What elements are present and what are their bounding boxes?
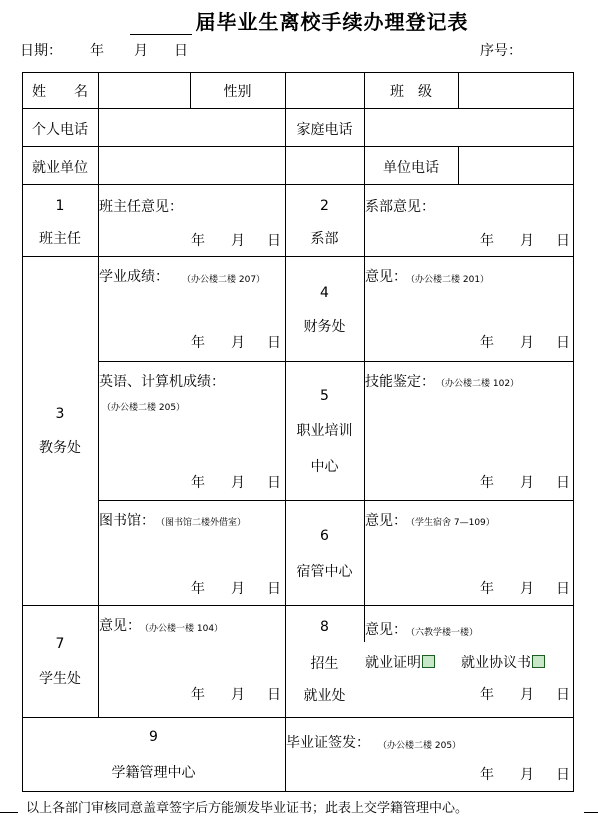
section-7-name: 学生处 (39, 671, 81, 687)
section-6-number: 6 (320, 528, 329, 544)
section-3-name: 教务处 (39, 440, 81, 456)
date-day-label: 日 (174, 43, 188, 59)
section-8-number: 8 (320, 619, 329, 635)
section-8-name-line-1: 招生 (310, 656, 339, 672)
section-4-location: （办公楼二楼 201） (406, 275, 490, 285)
section-2-name: 系部 (310, 231, 339, 247)
employer-phone-label: 单位电话 (383, 160, 439, 176)
employment-agreement-label: 就业协议书 (461, 655, 531, 671)
home-phone-field[interactable] (368, 114, 568, 142)
footer-right-rule (584, 812, 598, 813)
form-title-text: 届毕业生离校手续办理登记表 (195, 10, 469, 34)
section-9-name: 学籍管理中心 (111, 765, 196, 781)
employer-label: 就业单位 (32, 160, 88, 176)
employer-phone-field[interactable] (462, 152, 570, 180)
section-5-name-line-1: 职业培训 (296, 423, 353, 439)
personal-phone-field[interactable] (102, 114, 282, 142)
employment-proof-label: 就业证明 (365, 655, 421, 671)
section-5-number: 5 (320, 388, 329, 404)
year-blank[interactable] (130, 16, 192, 35)
employment-proof-checkbox[interactable] (422, 655, 435, 668)
diploma-issue-label: 毕业证签发： (286, 735, 370, 751)
section-9-location: （办公楼二楼 205） (378, 741, 462, 751)
employer-field[interactable] (102, 152, 360, 180)
grades-location: （办公楼二楼 207） (182, 275, 266, 285)
serial-label: 序号： (480, 43, 522, 59)
section-7-number: 7 (55, 636, 65, 652)
section-2-number: 2 (320, 198, 329, 214)
date-label: 日期： (20, 43, 62, 59)
skill-assessment-label: 技能鉴定： (365, 374, 435, 390)
english-computer-label: 英语、计算机成绩： (99, 374, 225, 390)
form-title (0, 6, 598, 35)
date-month-label: 月 (134, 43, 148, 59)
section-2-opinion-label: 系部意见： (365, 199, 435, 215)
employment-agreement-checkbox[interactable] (532, 655, 545, 668)
section-1-name: 班主任 (39, 231, 81, 247)
name-label: 姓 名 (32, 84, 88, 100)
employment-proof-item (365, 652, 435, 672)
section-6-location: （学生宿舍 7—109） (406, 518, 495, 528)
gender-field[interactable] (289, 78, 361, 104)
section-5-location: （办公楼二楼 102） (436, 379, 520, 389)
date-year-label: 年 (90, 43, 104, 59)
section-3-number: 3 (55, 406, 65, 422)
section-1-number: 1 (55, 198, 65, 214)
employment-agreement-item (461, 652, 545, 672)
section-4-name: 财务处 (303, 319, 346, 335)
class-field[interactable] (462, 78, 570, 104)
class-label: 班 级 (390, 84, 432, 100)
section-4-number: 4 (320, 285, 329, 301)
section-6-name: 宿管中心 (296, 564, 353, 580)
section-6-opinion-label: 意见： (365, 513, 407, 529)
section-7-location: （办公楼一楼 104） (140, 624, 224, 634)
section-8-name-line-2: 就业处 (303, 688, 346, 704)
section-8-opinion-label: 意见： (365, 622, 407, 638)
gender-label: 性别 (223, 84, 252, 100)
personal-phone-label: 个人电话 (32, 122, 88, 138)
english-computer-location: （办公楼二楼 205） (102, 403, 186, 413)
section-1-opinion-label: 班主任意见： (99, 199, 183, 215)
section-9-number: 9 (149, 729, 158, 745)
section-5-name-line-2: 中心 (310, 459, 339, 475)
footer-left-rule (0, 812, 18, 813)
section-7-opinion-label: 意见： (99, 618, 141, 634)
footer-note: 以上各部门审核同意盖章签字后方能颁发毕业证书；此表上交学籍管理中心。 (26, 801, 469, 816)
name-field[interactable] (102, 78, 186, 104)
library-location: （图书馆二楼外借室） (156, 518, 247, 528)
library-label: 图书馆： (99, 513, 155, 529)
grades-label: 学业成绩： (99, 269, 169, 285)
section-8-location: （六教学楼一楼） (406, 628, 479, 638)
home-phone-label: 家庭电话 (296, 122, 353, 138)
registration-table: 姓 名 性别 班 级 个人电话 家庭电话 就业单位 单位电话 1 班主任 班主任意见： 年 月 日 2 系部 系部意见： 年 月 日 3 教务处 学业成绩： （办公楼二楼 207） 年 月 日 英语、计算机成绩： （办公楼二楼 205） 年 月 日 图书馆： （图书馆二楼外借室） 年 月 日 4 财务处 意见： （办公楼二楼 201） 年 月 日 5 职业培训 中心 技能鉴定： （办公楼二楼 102） 年 月 日 6 宿管中心 意见： （学生宿舍 7—109） 年 月 日 7 学生处 意见： （办公楼一楼 104） 年 月 日 8 招生 就业处 意见： （六教学楼一楼） 就业证明 就业协议书 年 月 日 9 学籍管理中心 毕业证签发： （办公楼二楼 205） 年 月 日 (22, 72, 574, 792)
section-4-opinion-label: 意见： (365, 269, 407, 285)
